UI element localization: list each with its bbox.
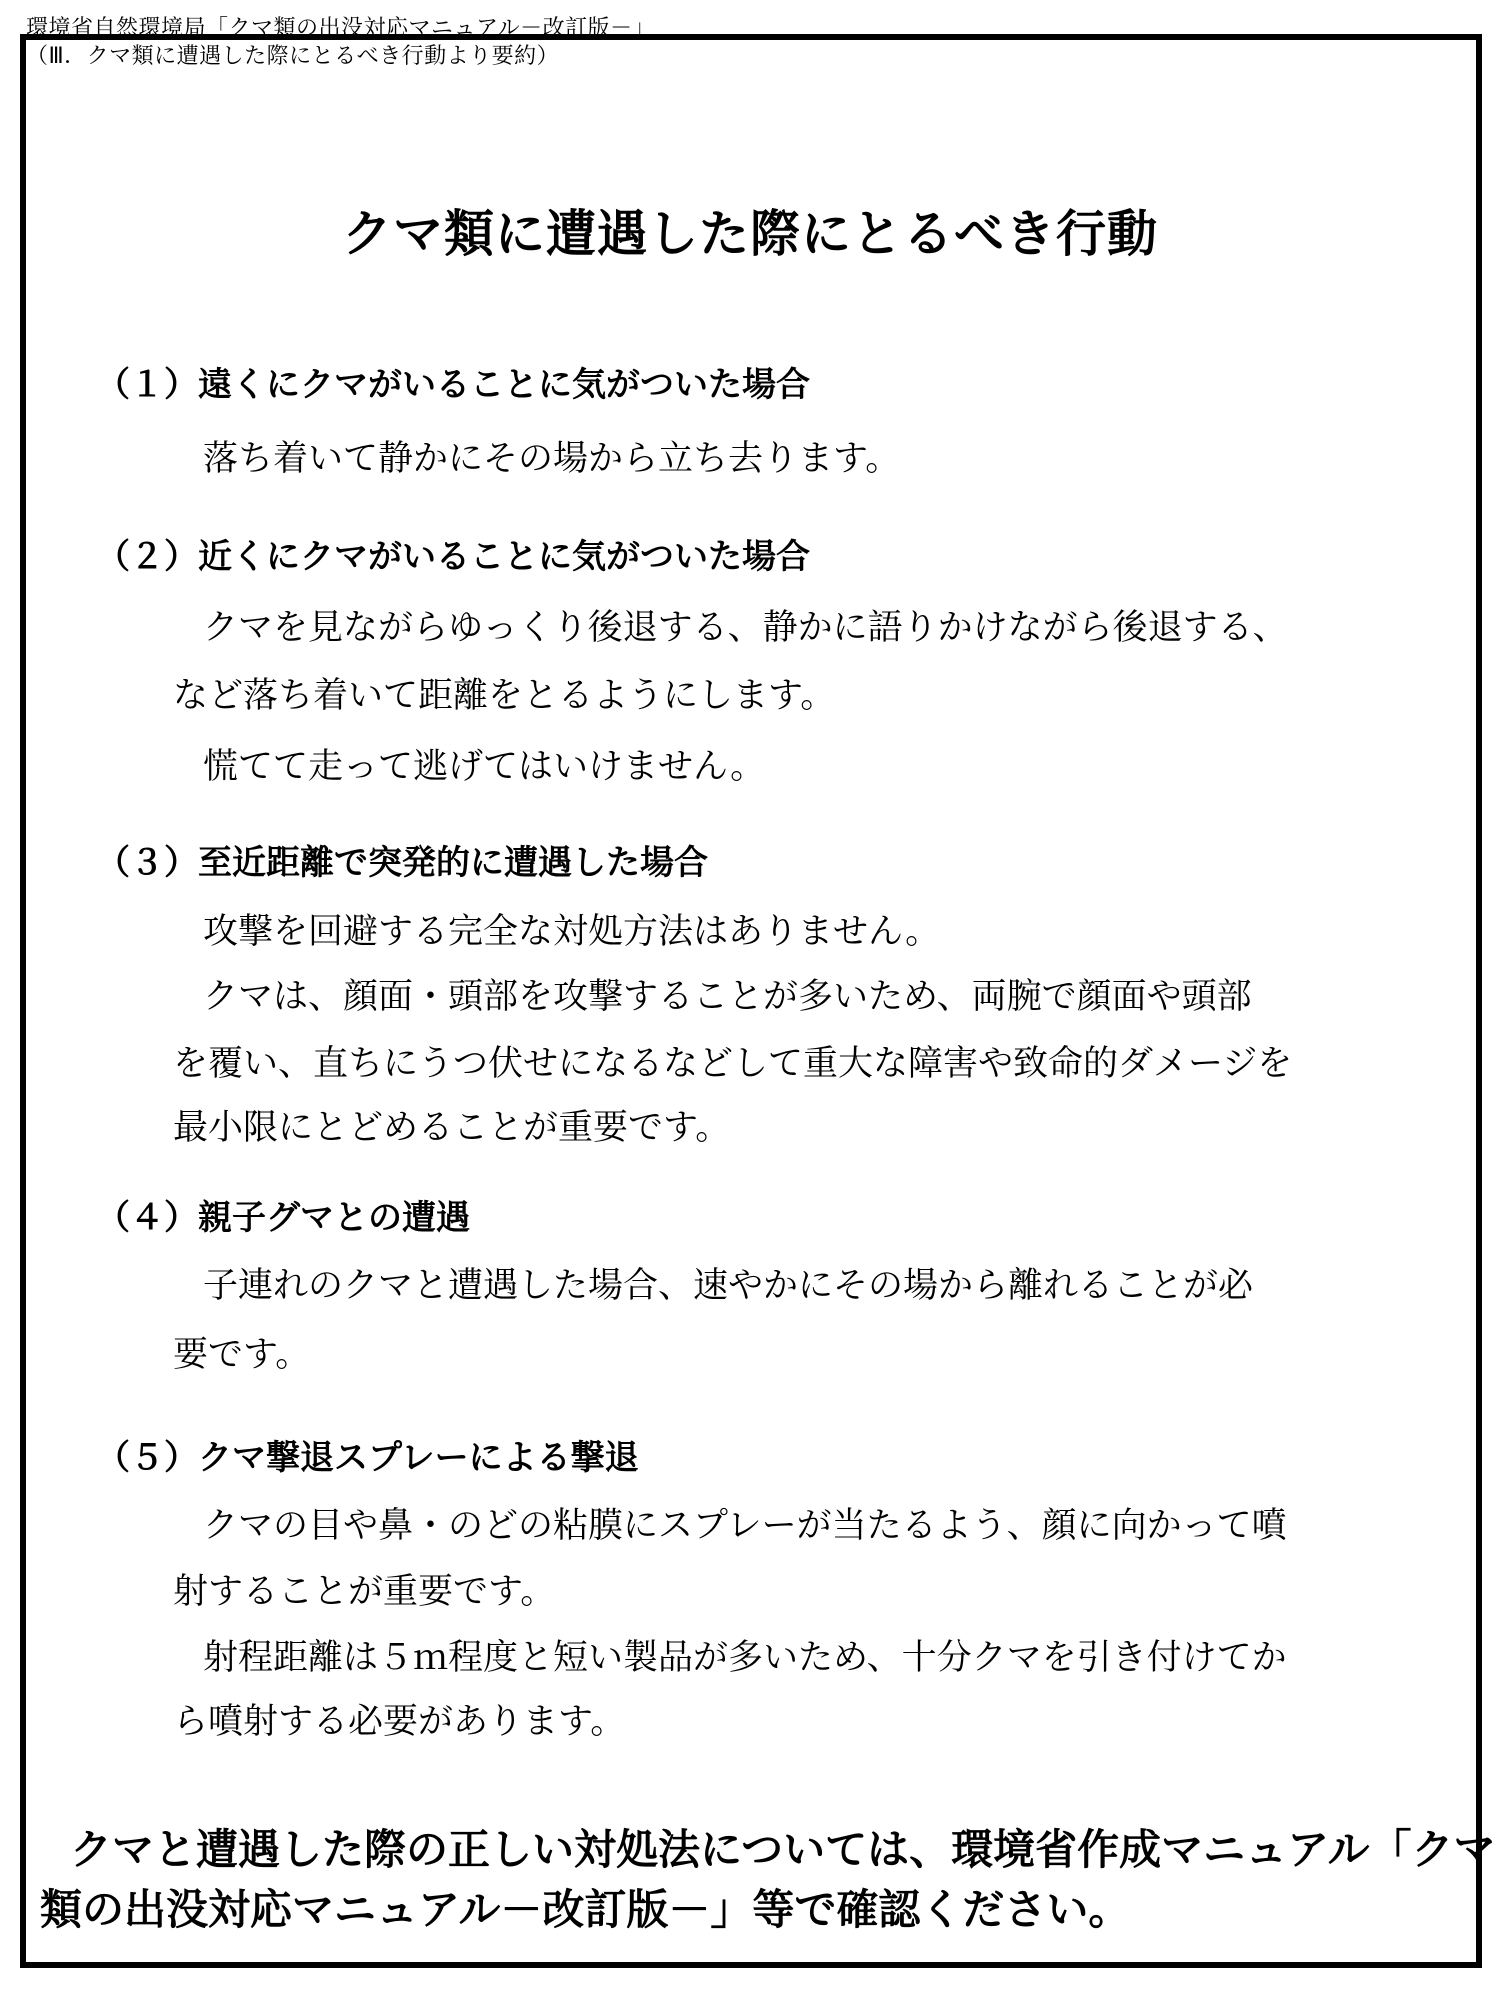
source-citation-line1: 環境省自然環境局「クマ類の出没対応マニュアル－改訂版－」 <box>26 16 656 41</box>
section-3-line-4: 最小限にとどめることが重要です。 <box>173 1108 731 1148</box>
section-2-line-2: など落ち着いて距離をとるようにします。 <box>173 676 836 716</box>
section-4-line-1: 子連れのクマと遭遇した場合、速やかにその場から離れることが必 <box>203 1266 1254 1306</box>
footer-note-line1: クマと遭遇した際の正しい対処法については、環境省作成マニュアル「クマ <box>70 1825 1496 1874</box>
section-2-line-3: 慌てて走って逃げてはいけません。 <box>203 747 766 787</box>
section-5-line-4: ら噴射する必要があります。 <box>173 1702 626 1742</box>
section-3-line-2: クマは、顔面・頭部を攻撃することが多いため、両腕で顔面や頭部 <box>203 977 1252 1017</box>
section-3-line-1: 攻撃を回避する完全な対処方法はありません。 <box>203 912 941 952</box>
section-2-line-1: クマを見ながらゆっくり後退する、静かに語りかけながら後退する、 <box>203 608 1288 648</box>
footer-note-line2: 類の出没対応マニュアル－改訂版－」等で確認ください。 <box>40 1885 1131 1934</box>
section-5-line-2: 射することが重要です。 <box>173 1572 556 1612</box>
page-title: クマ類に遭遇した際にとるべき行動 <box>342 205 1158 263</box>
section-4-line-2: 要です。 <box>173 1335 311 1375</box>
section-3-line-3: を覆い、直ちにうつ伏せになるなどして重大な障害や致命的ダメージを <box>173 1044 1293 1084</box>
section-heading-2: （２）近くにクマがいることに気がついた場合 <box>96 537 810 577</box>
section-1-line-1: 落ち着いて静かにその場から立ち去ります。 <box>203 439 901 479</box>
section-heading-4: （４）親子グマとの遭遇 <box>96 1198 470 1238</box>
section-5-line-1: クマの目や鼻・のどの粘膜にスプレーが当たるよう、顔に向かって噴 <box>203 1506 1287 1546</box>
section-heading-1: （１）遠くにクマがいることに気がついた場合 <box>96 365 810 405</box>
section-heading-3: （３）至近距離で突発的に遭遇した場合 <box>96 843 708 883</box>
section-heading-5: （５）クマ撃退スプレーによる撃退 <box>96 1438 639 1478</box>
section-5-line-3: 射程距離は５ｍ程度と短い製品が多いため、十分クマを引き付けてか <box>203 1638 1287 1678</box>
source-citation-line2: （Ⅲ．クマ類に遭遇した際にとるべき行動より要約） <box>26 44 560 69</box>
